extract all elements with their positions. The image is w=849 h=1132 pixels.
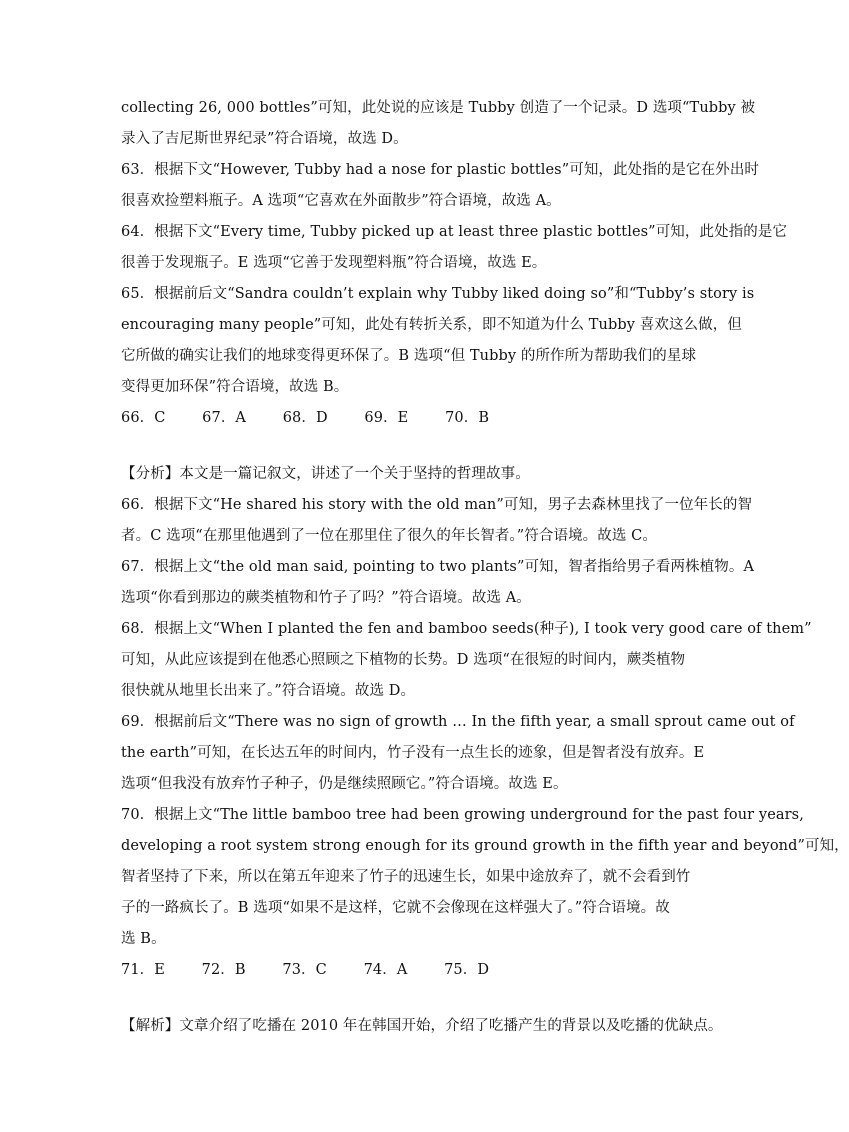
text-line: 68．根据上文“When I planted the fen and bamboo seeds(种子), I took very good care of them” — [121, 621, 812, 637]
text-line: 64．根据下文“Every time, Tubby picked up at least three plastic bottles”可知，此处指的是它 — [121, 224, 788, 240]
answer-75: 75．D — [444, 962, 490, 978]
text-line: collecting 26, 000 bottles”可知，此处说的应该是 Tubby 创造了一个记录。D 选项“Tubby 被 — [121, 100, 756, 116]
text-line: 它所做的确实让我们的地球变得更环保了。B 选项“但 Tubby 的所作所为帮助我们的星球 — [121, 348, 697, 364]
text-line: 智者坚持了下来，所以在第五年迎来了竹子的迅速生长，如果中途放弃了，就不会看到竹 — [121, 869, 691, 885]
text-line: 66．根据下文“He shared his story with the old man”可知，男子去森林里找了一位年长的智 — [121, 497, 753, 513]
text-line: 67．根据上文“the old man said, pointing to two plants”可知，智者指给男子看两株植物。A — [121, 559, 755, 575]
text-line: 69．根据前后文“There was no sign of growth … In the fifth year, a small sprout came out of — [121, 714, 795, 730]
text-line: 很善于发现瓶子。E 选项“它善于发现塑料瓶”符合语境，故选 E。 — [121, 255, 547, 271]
text-line: 可知，从此应该提到在他悉心照顾之下植物的长势。D 选项“在很短的时间内，蕨类植物 — [121, 652, 686, 668]
text-line: encouraging many people”可知，此处有转折关系，即不知道为什么 Tubby 喜欢这么做，但 — [121, 317, 742, 333]
text-line: 变得更加环保”符合语境，故选 B。 — [121, 379, 349, 395]
text-line: 很快就从地里长出来了。”符合语境。故选 D。 — [121, 683, 416, 699]
text-line: 者。C 选项“在那里他遇到了一位在那里住了很久的年长智者。”符合语境。故选 C。 — [121, 528, 657, 544]
answer-69: 69．E — [364, 410, 409, 426]
text-line: 65．根据前后文“Sandra couldn’t explain why Tubby liked doing so”和“Tubby’s story is — [121, 286, 755, 302]
text-line: developing a root system strong enough for its ground growth in the fifth year and beyond”可知， — [121, 838, 849, 854]
answer-key-66-70 — [121, 408, 691, 428]
answer-key-71-75 — [121, 960, 691, 980]
answer-68: 68．D — [282, 410, 328, 426]
text-line: 选项“你看到那边的蕨类植物和竹子了吗？”符合语境。故选 A。 — [121, 590, 531, 606]
text-line: the earth”可知，在长达五年的时间内，竹子没有一点生长的迹象，但是智者没有放弃。E — [121, 745, 705, 761]
answer-74: 74．A — [363, 962, 408, 978]
text-line: 很喜欢捡塑料瓶子。A 选项“它喜欢在外面散步”符合语境，故选 A。 — [121, 193, 561, 209]
answer-67: 67．A — [202, 410, 246, 426]
answer-71: 71．E — [121, 962, 165, 978]
text-line: 70．根据上文“The little bamboo tree had been growing underground for the past four years, — [121, 807, 804, 823]
text-line: 录入了吉尼斯世界纪录”符合语境，故选 D。 — [121, 131, 408, 147]
explanation-heading-line: 【解析】文章介绍了吃播在 2010 年在韩国开始，介绍了吃播产生的背景以及吃播的优缺点。 — [121, 1018, 723, 1034]
text-line: 子的一路疯长了。B 选项“如果不是这样，它就不会像现在这样强大了。”符合语境。故 — [121, 900, 670, 916]
answer-70: 70．B — [445, 410, 490, 426]
answer-66: 66．C — [121, 410, 166, 426]
text-line: 63．根据下文“However, Tubby had a nose for plastic bottles”可知，此处指的是它在外出时 — [121, 162, 760, 178]
answer-73: 73．C — [282, 962, 327, 978]
text-line: 选 B。 — [121, 931, 166, 947]
answer-72: 72．B — [201, 962, 246, 978]
analysis-heading-line: 【分析】本文是一篇记叙文，讲述了一个关于坚持的哲理故事。 — [121, 466, 530, 482]
text-line: 选项“但我没有放弃竹子种子，仍是继续照顾它。”符合语境。故选 E。 — [121, 776, 568, 792]
